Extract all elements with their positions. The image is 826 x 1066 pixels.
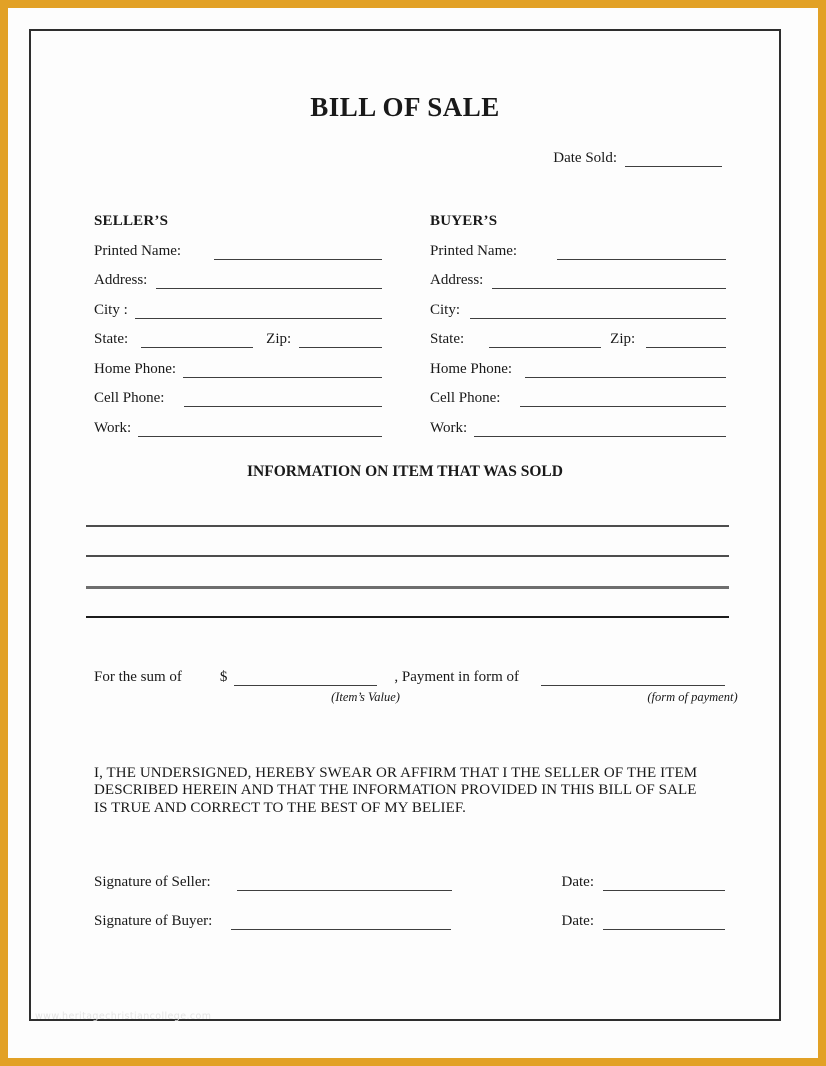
seller-zip-label: Zip: — [266, 331, 292, 347]
seller-cell-phone-line — [184, 406, 382, 407]
buyer-cell-phone-label: Cell Phone: — [430, 390, 501, 406]
date-sold-label: Date Sold: — [553, 150, 617, 166]
buyer-signature-row — [94, 909, 725, 930]
seller-cell-phone-label: Cell Phone: — [94, 390, 165, 406]
buyer-work-row — [430, 407, 726, 437]
buyer-zip-line — [646, 347, 726, 348]
buyer-heading: BUYER’S — [430, 213, 498, 229]
item-info-line — [86, 525, 729, 527]
buyer-work-line — [474, 436, 726, 437]
watermark-url: www.heritagechristiancollege.com — [35, 1011, 212, 1022]
seller-city-row — [94, 289, 382, 319]
affirmation-paragraph — [94, 765, 714, 817]
seller-home-phone-label: Home Phone: — [94, 360, 177, 377]
seller-state-label: State: — [94, 331, 129, 347]
buyer-state-zip-row — [430, 319, 726, 349]
affirmation-line: I, THE UNDERSIGNED, HEREBY SWEAR OR AFFIRM THAT I THE SELLER OF THE ITEM — [94, 765, 698, 781]
seller-heading: SELLER’S — [94, 213, 169, 229]
seller-home-phone-row — [94, 348, 382, 378]
seller-city-line — [135, 318, 382, 319]
seller-address-line — [156, 288, 382, 289]
buyer-city-row — [430, 289, 726, 319]
seller-address-row — [94, 260, 382, 290]
buyer-address-row — [430, 260, 726, 290]
buyer-city-line — [470, 318, 726, 319]
payment-line — [541, 685, 725, 686]
document-sheet — [8, 8, 818, 1058]
buyer-signature-label: Signature of Buyer: — [94, 913, 213, 929]
affirmation-line: IS TRUE AND CORRECT TO THE BEST OF MY BELIEF. — [94, 799, 466, 816]
buyer-date-line — [603, 929, 725, 930]
seller-work-line — [138, 436, 382, 437]
parties-section — [94, 212, 726, 437]
seller-state-line — [141, 347, 253, 348]
item-info-heading: INFORMATION ON ITEM THAT WAS SOLD — [247, 463, 563, 480]
seller-cell-phone-row — [94, 378, 382, 408]
seller-date-line — [603, 890, 725, 891]
affirmation-line: DESCRIBED HEREIN AND THAT THE INFORMATION PROVIDED IN THIS BILL OF SALE — [94, 782, 697, 799]
buyer-address-label: Address: — [430, 272, 484, 288]
document-title: BILL OF SALE — [310, 92, 500, 122]
seller-date-label: Date: — [561, 874, 594, 890]
item-info-line — [86, 616, 729, 618]
buyer-printed-name-line — [557, 259, 726, 260]
date-sold-row — [553, 146, 722, 167]
buyer-state-label: State: — [430, 331, 465, 347]
buyer-printed-name-label: Printed Name: — [430, 242, 518, 259]
buyer-cell-phone-row — [430, 378, 726, 408]
payment-label: , Payment in form of — [394, 669, 519, 685]
buyer-city-label: City: — [430, 301, 461, 318]
seller-state-zip-row — [94, 319, 382, 349]
seller-home-phone-line — [183, 377, 382, 378]
item-info-line — [86, 586, 729, 589]
item-value-caption: (Item’s Value) — [331, 690, 400, 704]
item-info-line — [86, 555, 729, 557]
buyer-section — [430, 212, 726, 437]
buyer-signature-line — [231, 929, 451, 930]
seller-zip-line — [299, 347, 382, 348]
seller-printed-name-label: Printed Name: — [94, 242, 182, 259]
seller-signature-row — [94, 870, 725, 891]
payment-caption: (form of payment) — [647, 690, 738, 704]
seller-work-row — [94, 407, 382, 437]
sum-lead-label: For the sum of — [94, 669, 182, 685]
buyer-state-line — [489, 347, 601, 348]
seller-work-label: Work: — [94, 419, 132, 436]
item-value-line — [234, 685, 377, 686]
signatures-section — [94, 870, 725, 930]
date-sold-line — [625, 166, 722, 167]
buyer-date-label: Date: — [561, 913, 594, 929]
seller-signature-line — [237, 890, 452, 891]
seller-printed-name-row — [94, 230, 382, 260]
seller-signature-label: Signature of Seller: — [94, 874, 211, 890]
buyer-work-label: Work: — [430, 419, 468, 436]
buyer-home-phone-line — [525, 377, 726, 378]
seller-city-label: City : — [94, 301, 128, 318]
seller-printed-name-line — [214, 259, 382, 260]
seller-section — [94, 212, 382, 437]
buyer-zip-label: Zip: — [610, 331, 636, 347]
buyer-home-phone-label: Home Phone: — [430, 360, 513, 377]
buyer-address-line — [492, 288, 726, 289]
buyer-date-group — [562, 913, 725, 930]
currency-symbol: $ — [219, 669, 228, 685]
sum-row — [94, 665, 725, 686]
seller-address-label: Address: — [94, 272, 148, 288]
buyer-home-phone-row — [430, 348, 726, 378]
buyer-printed-name-row — [430, 230, 726, 260]
seller-date-group — [562, 874, 725, 891]
form-border — [29, 29, 781, 1021]
buyer-cell-phone-line — [520, 406, 726, 407]
